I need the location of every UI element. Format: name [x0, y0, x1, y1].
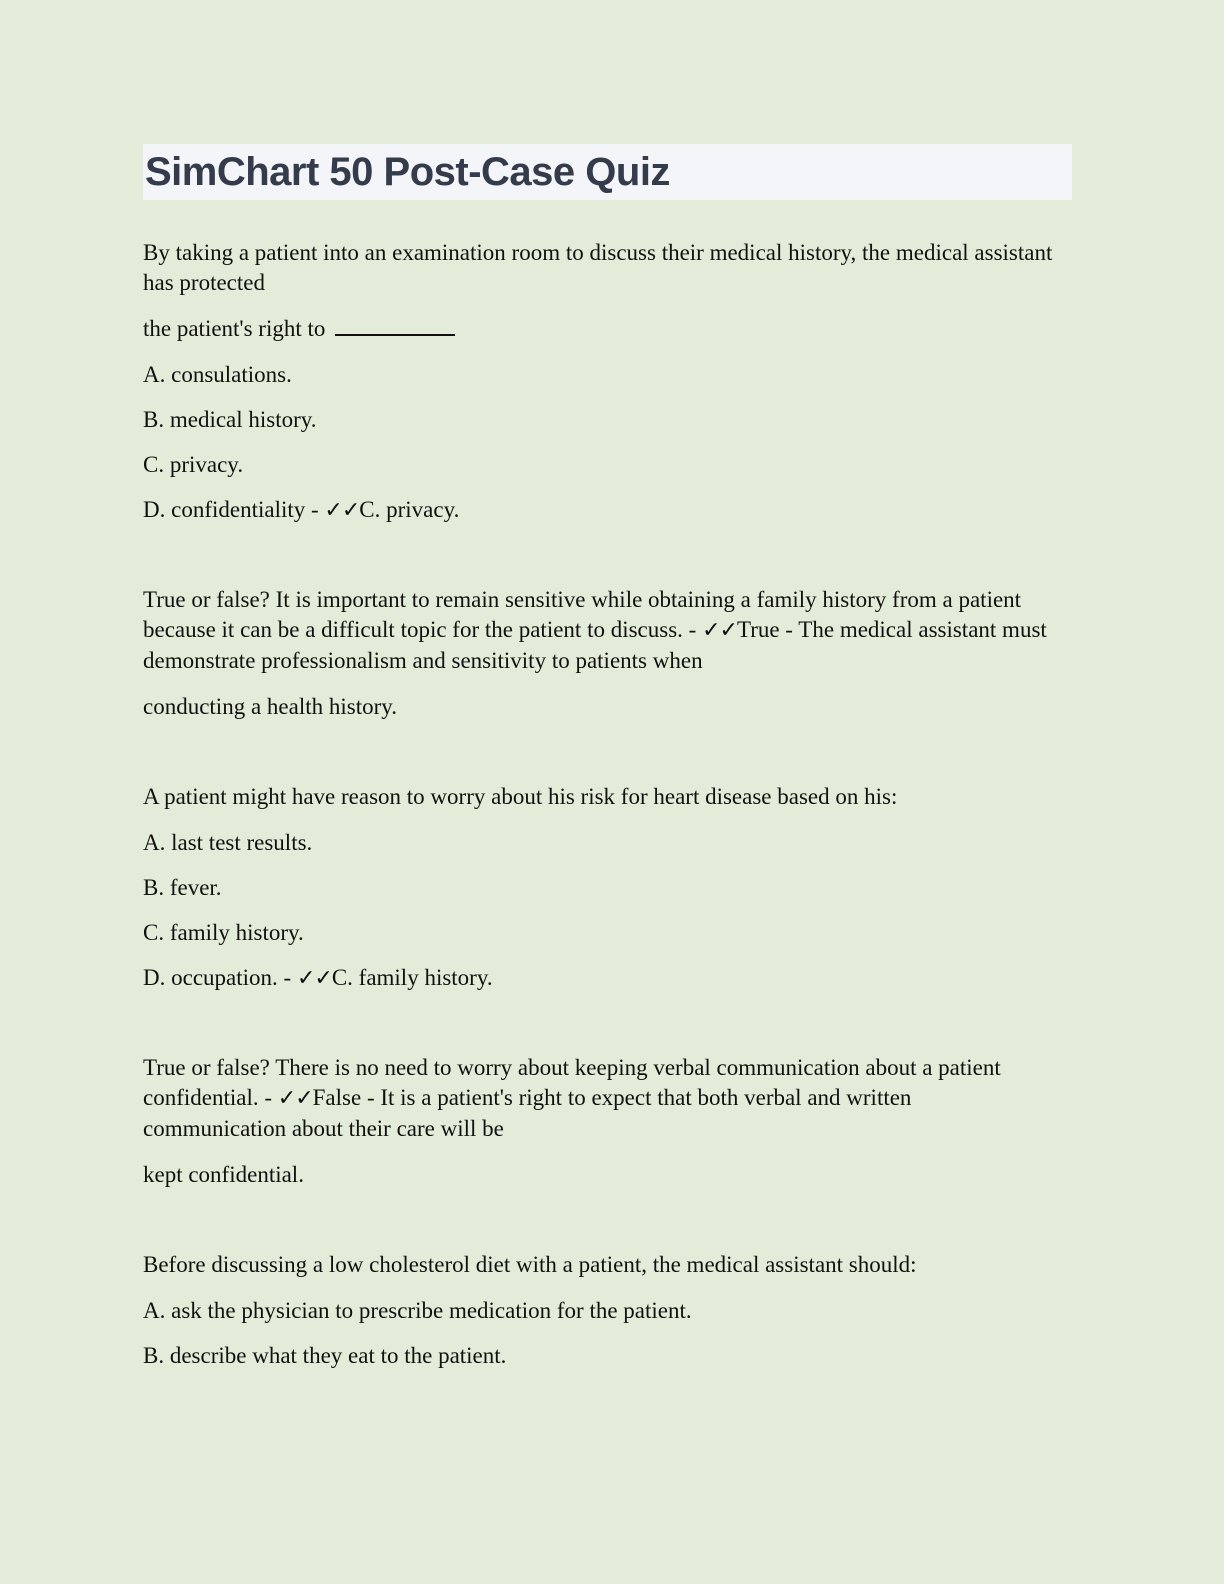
question-3-answer: C. family history.: [331, 965, 493, 990]
question-2-prompt-text: True or false? It is important to remain sensitive while obtaining a family history from a patient because it can be a difficult topic for the patient to discuss. -: [143, 587, 1022, 642]
question-1-choice-b: B. medical history.: [143, 407, 317, 432]
question-1-choice-d: [143, 495, 1055, 526]
question-2-prompt: [143, 585, 1055, 676]
question-block-5: [143, 1250, 1055, 1371]
check-mark-icon: ✓✓: [702, 618, 737, 643]
question-1-prompt-continued-text: the patient's right to: [143, 316, 332, 341]
question-3-choice-a: A. last test results.: [143, 830, 313, 855]
question-3-choice-c: C. family history.: [143, 920, 304, 945]
question-block-3: [143, 782, 1055, 994]
question-1-prompt: By taking a patient into an examination room to discuss their medical history, the medical assistant has protected: [143, 240, 1053, 295]
question-block-1: [143, 238, 1055, 526]
question-1-answer: C. privacy.: [359, 497, 460, 522]
question-3-choice-d: [143, 963, 1055, 994]
question-5-choice-a: A. ask the physician to prescribe medication for the patient.: [143, 1298, 692, 1323]
question-3-prompt: A patient might have reason to worry about his risk for heart disease based on his:: [143, 784, 898, 809]
question-block-4: [143, 1053, 1055, 1190]
document-title-band: [143, 144, 1072, 200]
question-2-answer-continued: conducting a health history.: [143, 694, 397, 719]
check-mark-icon: ✓✓: [324, 498, 360, 523]
question-3-choice-b: B. fever.: [143, 875, 222, 900]
question-1-prompt-continued: [143, 314, 1055, 344]
question-1-choice-d-label: D. confidentiality -: [143, 497, 325, 522]
question-block-2: [143, 585, 1055, 722]
check-mark-icon: ✓✓: [277, 1086, 313, 1111]
question-5-prompt: Before discussing a low cholesterol diet with a patient, the medical assistant should:: [143, 1252, 917, 1277]
question-4-answer-continued: kept confidential.: [143, 1162, 304, 1187]
question-2-answer: True - The medical assistant must demonstrate professionalism and sensitivity to patients when: [143, 617, 1047, 673]
question-4-prompt-text: True or false? There is no need to worry about keeping verbal communication about a patient confidential. -: [143, 1055, 1001, 1110]
block-separator: [143, 738, 1055, 782]
document-body: [143, 238, 1055, 1386]
page-title: SimChart 50 Post-Case Quiz: [145, 150, 670, 194]
block-separator: [143, 1206, 1055, 1250]
answer-blank: [335, 318, 455, 336]
question-1-choice-a: A. consulations.: [143, 362, 292, 387]
question-5-choice-b: B. describe what they eat to the patient.: [143, 1343, 507, 1368]
question-4-prompt: [143, 1053, 1055, 1144]
question-3-choice-d-label: D. occupation. -: [143, 965, 297, 990]
question-4-answer: False - It is a patient's right to expect that both verbal and written communication about their care will be: [143, 1085, 912, 1141]
question-1-choice-c: C. privacy.: [143, 452, 244, 477]
block-separator: [143, 541, 1055, 585]
check-mark-icon: ✓✓: [296, 966, 332, 991]
block-separator: [143, 1009, 1055, 1053]
